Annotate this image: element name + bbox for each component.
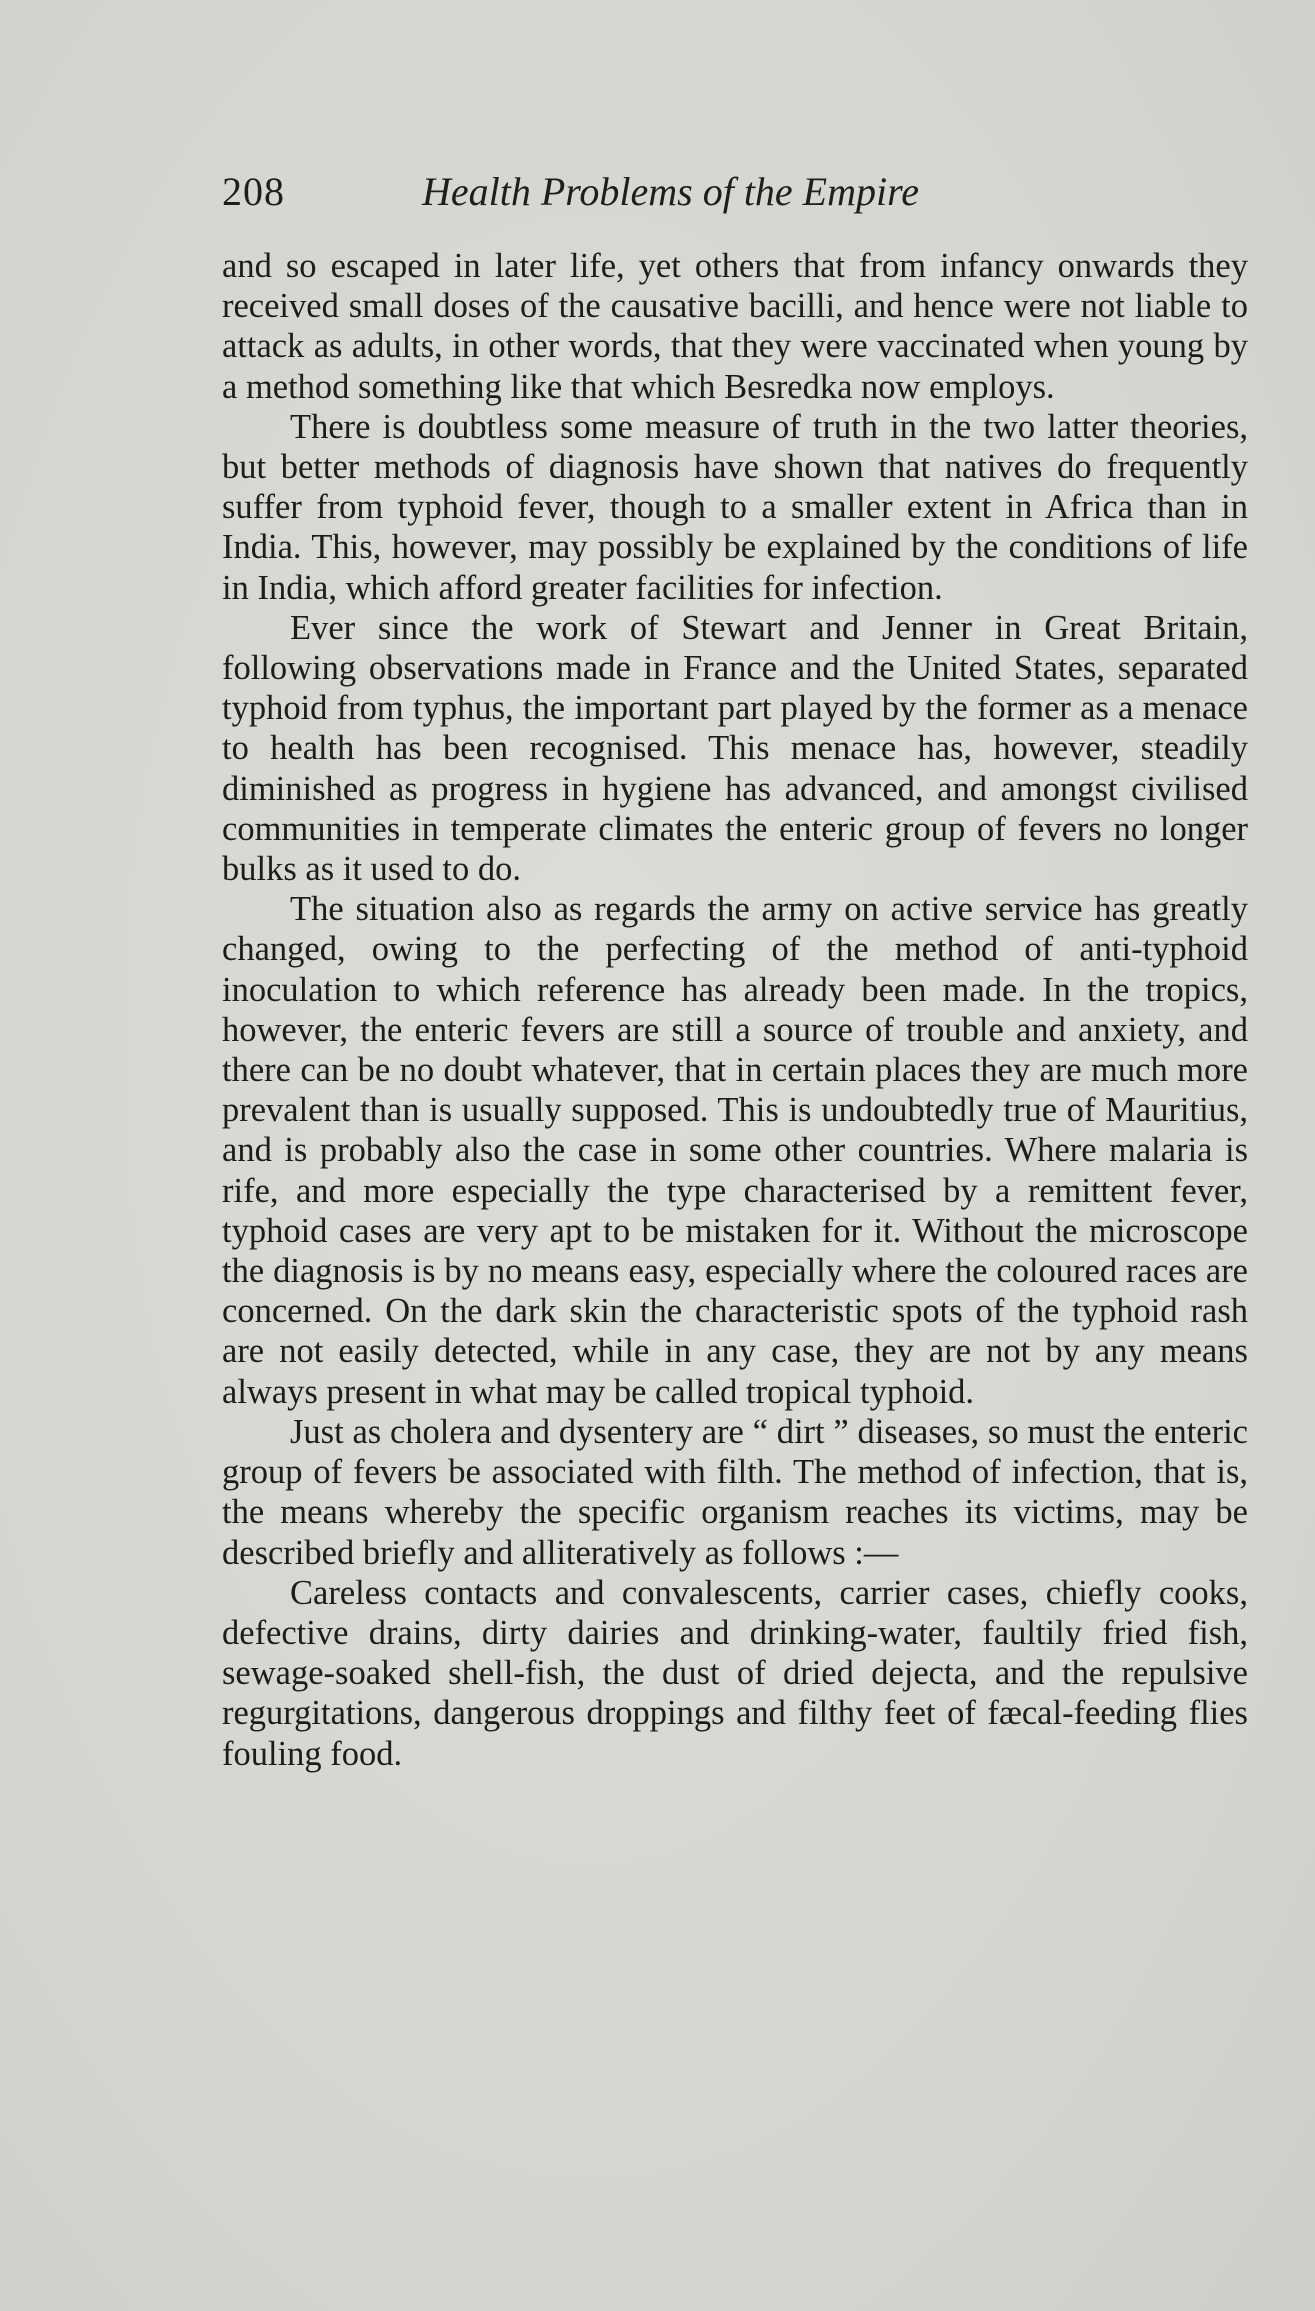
paragraph-army-tropics: The situation also as regards the army on active service has greatly changed, owing to the perfecting of the method of anti-typhoid inoculation to which reference has already been made. In the tropics, however, the enteric fevers are still a source of trouble and anxiety, and there can be no doubt whatever, that in certain places they are much more prevalent than is usually supposed. This is undoubtedly true of Mauritius, and is probably also the case in some other countries. Where malaria is rife, and more especially the type characterised by a remittent fever, typhoid cases are very apt to be mistaken for it. Without the microscope the diagnosis is by no means easy, especially where the coloured races are concerned. On the dark skin the characteristic spots of the typhoid rash are not easily detected, while in any case, they are not by any means always present in what may be called tropical typhoid. [222,890,1248,1411]
running-title: Health Problems of the Empire [422,169,919,214]
paragraph-history: Ever since the work of Stewart and Jenner in Great Britain, following observations made in France and the United States, separated typhoid from typhus, the important part played by the former as a menace to health has been recognised. This menace has, however, steadily diminished as progress in hygiene has advanced, and amongst civilised communities in temperate climates the enteric group of fevers no longer bulks as it used to do. [222,608,1248,889]
paragraph-filth: Just as cholera and dysentery are “ dirt ” diseases, so must the enteric group of fevers be associated with filth. The method of infection, that is, the means whereby the specific organism reaches its victims, may be described briefly and alliteratively as follows :— [222,1412,1248,1572]
paragraph-alliteration: Careless contacts and convalescents, carrier cases, chiefly cooks, defective drains, dirty dairies and drinking-water, faultily fried fish, sewage-soaked shell-fish, the dust of dried dejecta, and the repulsive regurgitations, dangerous droppings and filthy feet of fæcal-feeding flies fouling food. [222,1573,1248,1773]
page-header [222,168,1052,228]
paragraph-continuation: and so escaped in later life, yet others that from infancy onwards they received small doses of the causative bacilli, and hence were not liable to attack as adults, in other words, that they were vaccinated when young by a method something like that which Besredka now employs. [222,247,1248,406]
page-number: 208 [222,169,285,214]
body-text [222,246,1248,1774]
paragraph-theories: There is doubtless some measure of truth in the two latter theories, but better methods of diagnosis have shown that natives do frequently suffer from typhoid fever, though to a smaller extent in Africa than in India. This, however, may possibly be explained by the conditions of life in India, which afford greater facilities for infection. [222,407,1248,607]
